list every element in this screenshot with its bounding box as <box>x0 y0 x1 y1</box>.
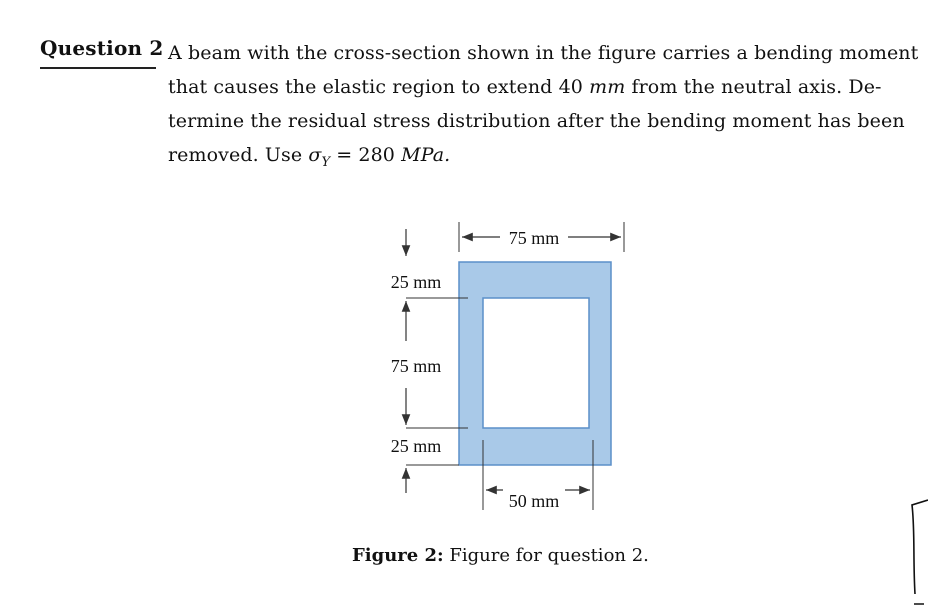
equals-280: = 280 <box>336 144 395 166</box>
section-hollow <box>483 298 589 428</box>
left-dim-label-bottom: 25 mm <box>390 436 442 456</box>
unit-mpa: MPa. <box>401 144 451 166</box>
handwritten-bracket-mark <box>912 500 928 604</box>
question-line-2-start: that causes the elastic region to extend 40 <box>168 76 583 98</box>
question-line-3: termine the residual stress distribution after the bending moment has been <box>168 110 905 132</box>
sigma-symbol: σ <box>308 144 322 166</box>
figure-caption <box>352 545 649 566</box>
caption-label: Figure 2: <box>352 545 444 566</box>
unit-mm: mm <box>589 76 626 98</box>
question-line-4-start: removed. Use <box>168 144 303 166</box>
bottom-dim-label: 50 mm <box>508 491 560 511</box>
left-dim-label-middle: 75 mm <box>390 356 442 376</box>
caption-text: Figure for question 2. <box>449 545 649 566</box>
left-dim-label-top: 25 mm <box>390 272 442 292</box>
question-label: Question 2 <box>40 36 164 60</box>
question-line-1: A beam with the cross-section shown in the figure carries a bending moment <box>168 42 919 64</box>
sigma-subscript: Y <box>321 154 331 170</box>
question-line-2-end: from the neutral axis. De- <box>631 76 882 98</box>
top-dim-label: 75 mm <box>508 228 560 248</box>
